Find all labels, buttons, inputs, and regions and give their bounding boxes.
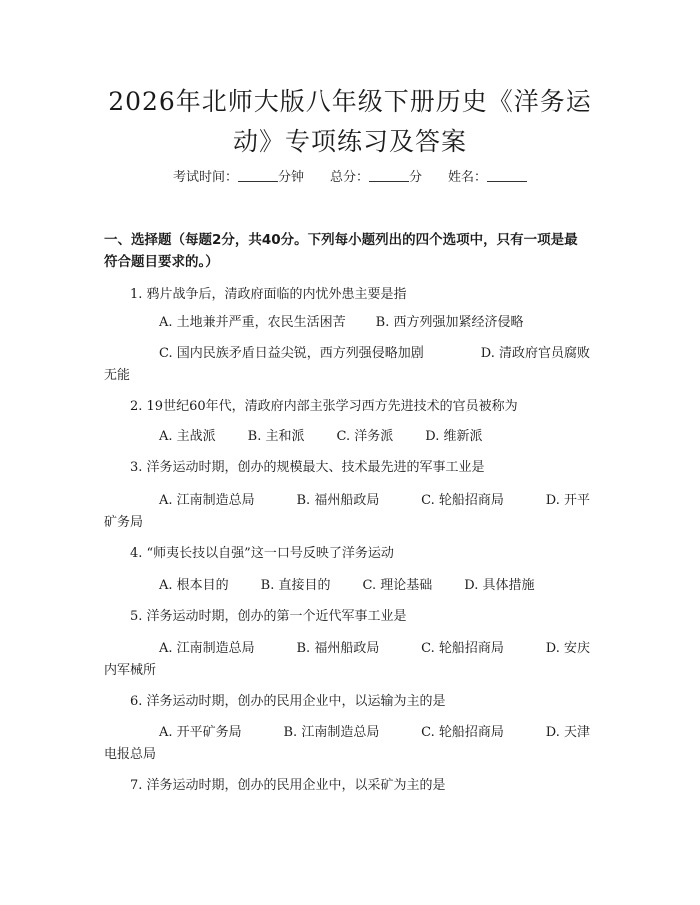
score-blank [369, 167, 409, 182]
q5-option-c: C. 轮船招商局 [421, 641, 504, 656]
question-2-stem: 2. 19世纪60年代，清政府内部主张学习西方先进技术的官员被称为 [130, 399, 518, 414]
q1-option-d: D. 清政府官员腐败 [480, 346, 590, 361]
section-heading-line-1: 一、选择题（每题2分，共40分。下列每小题列出的四个选项中，只有一项是最 [104, 232, 578, 248]
q1-option-a: A. 土地兼并严重，农民生活困苦 [159, 315, 346, 330]
q3-option-d: D. 开平 [545, 493, 590, 508]
exam-meta-line [0, 167, 700, 188]
q2-option-c: C. 洋务派 [336, 429, 394, 444]
q2-option-a: A. 主战派 [159, 429, 216, 444]
q3-option-c: C. 轮船招商局 [421, 493, 504, 508]
question-5-options [104, 638, 590, 682]
question-4-options [104, 575, 590, 597]
question-1-stem: 1. 鸦片战争后，清政府面临的内忧外患主要是指 [130, 287, 407, 302]
question-3-stem: 3. 洋务运动时期，创办的规模最大、技术最先进的军事工业是 [130, 460, 485, 475]
q1-option-c: C. 国内民族矛盾日益尖锐，西方列强侵略加剧 [159, 346, 424, 361]
section-heading-line-2: 符合题目要求的。） [104, 254, 219, 270]
document-title-line-1: 2026年北师大版八年级下册历史《洋务运 [108, 87, 592, 116]
question-7-stem: 7. 洋务运动时期，创办的民用企业中，以采矿为主的是 [130, 778, 446, 793]
q4-option-d: D. 具体措施 [464, 578, 535, 593]
q2-option-d: D. 维新派 [425, 429, 483, 444]
score-unit: 分 [409, 170, 423, 185]
q1-option-d-continued: 无能 [104, 368, 131, 383]
q6-option-c: C. 轮船招商局 [421, 725, 504, 740]
q2-option-b: B. 主和派 [247, 429, 305, 444]
q6-option-d: D. 天津 [545, 725, 590, 740]
time-unit: 分钟 [277, 170, 304, 185]
q3-option-d-continued: 矿务局 [104, 515, 144, 530]
score-label: 总分： [329, 170, 369, 185]
q6-option-a: A. 开平矿务局 [159, 725, 242, 740]
q4-option-c: C. 理论基础 [362, 578, 433, 593]
name-blank [487, 167, 527, 182]
question-4-stem: 4. “师夷长技以自强”这一口号反映了洋务运动 [130, 546, 394, 561]
q4-option-b: B. 直接目的 [260, 578, 331, 593]
question-3-options [104, 490, 590, 534]
q5-option-d-continued: 内军械所 [104, 663, 157, 678]
question-1-options-2 [104, 343, 590, 387]
question-5-stem: 5. 洋务运动时期，创办的第一个近代军事工业是 [130, 609, 407, 624]
time-label: 考试时间： [172, 170, 238, 185]
question-6-stem: 6. 洋务运动时期，创办的民用企业中，以运输为主的是 [130, 694, 446, 709]
q6-option-d-continued: 电报总局 [104, 747, 157, 762]
name-label: 姓名： [448, 170, 488, 185]
question-1-options [104, 312, 590, 334]
q5-option-a: A. 江南制造总局 [159, 641, 255, 656]
q1-option-b: B. 西方列强加紧经济侵略 [375, 315, 524, 330]
q5-option-b: B. 福州船政局 [296, 641, 380, 656]
document-title-line-2: 动》专项练习及答案 [232, 127, 467, 156]
q4-option-a: A. 根本目的 [159, 578, 229, 593]
q5-option-d: D. 安庆 [545, 641, 590, 656]
q6-option-b: B. 江南制造总局 [283, 725, 380, 740]
q3-option-b: B. 福州船政局 [296, 493, 380, 508]
q3-option-a: A. 江南制造总局 [159, 493, 255, 508]
time-blank [238, 167, 278, 182]
question-2-options [104, 426, 590, 448]
question-6-options [104, 722, 590, 766]
